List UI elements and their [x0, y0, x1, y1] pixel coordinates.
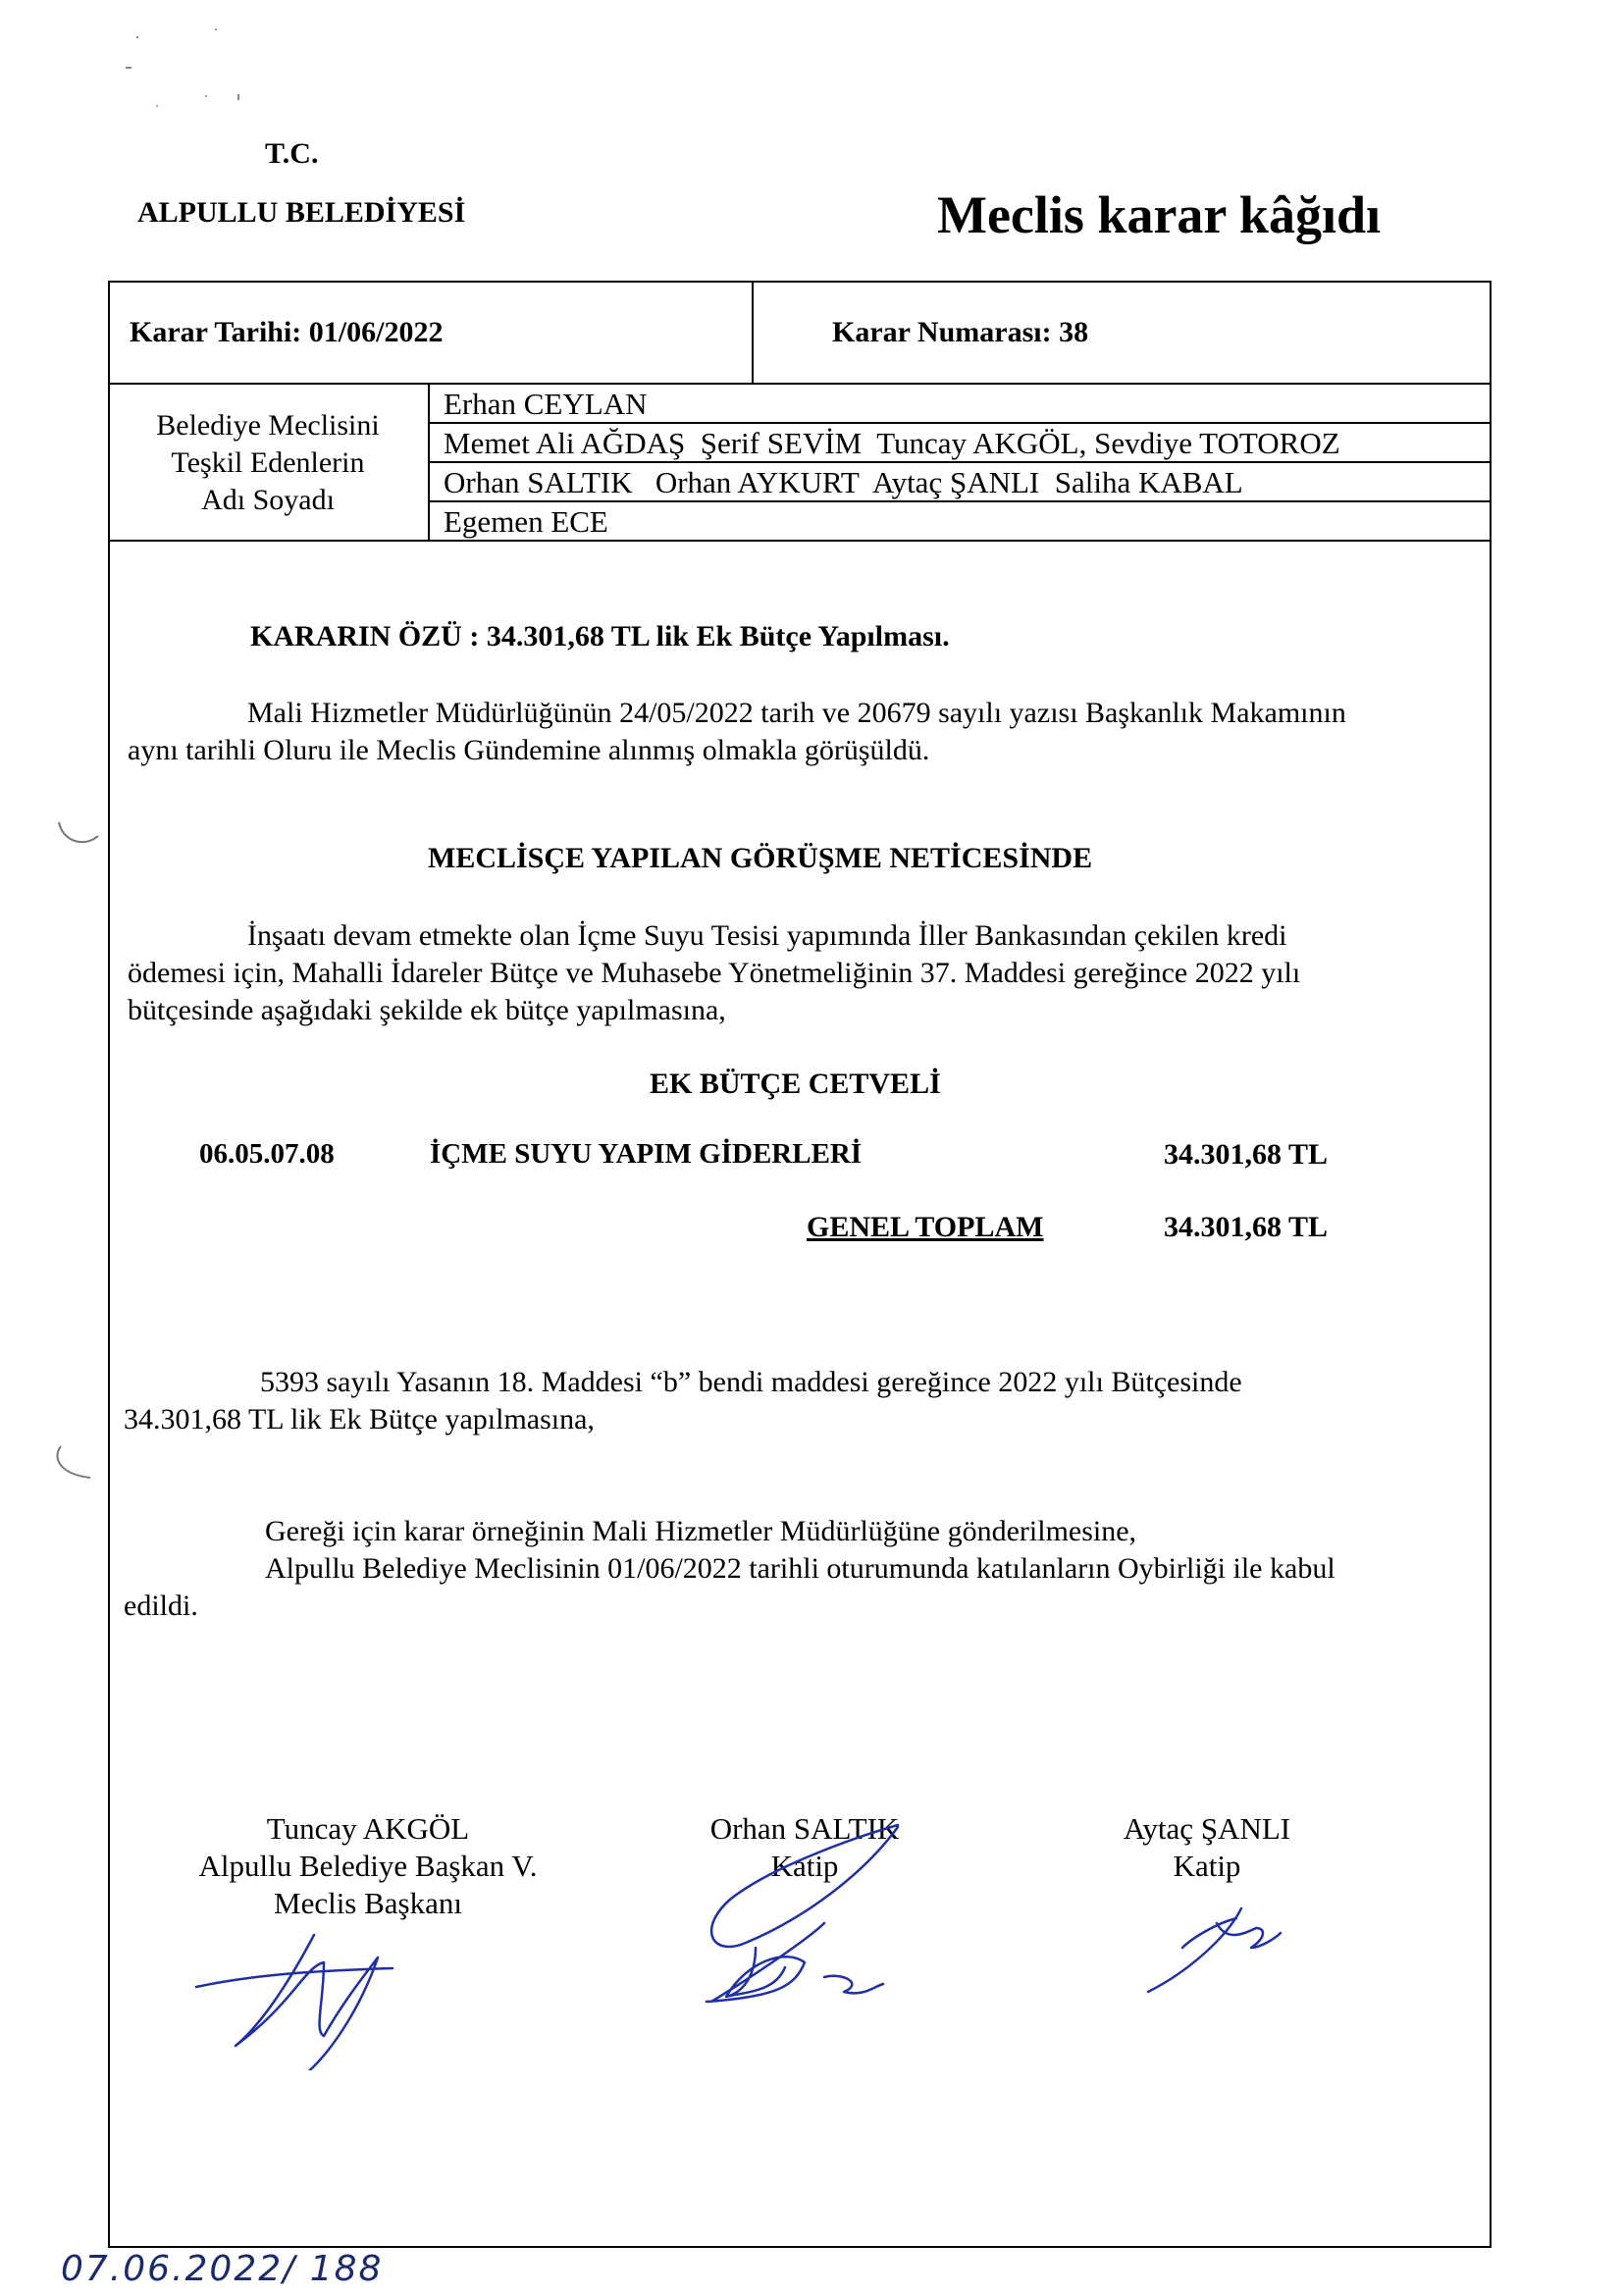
signer-name: Aytaç ŞANLI [1123, 1811, 1291, 1846]
members-row: Erhan CEYLAN [430, 385, 1492, 424]
members-row: Memet Ali AĞDAŞ Şerif SEVİM Tuncay AKGÖL, Sevdiye TOTOROZ [430, 424, 1492, 463]
budget-total-label: GENEL TOPLAM [807, 1211, 1044, 1243]
signature-secretary-1 [707, 1825, 898, 2002]
punch-hole-mark [51, 1442, 100, 1482]
budget-table-title: EK BÜTÇE CETVELİ [650, 1068, 941, 1100]
paragraph-line: ödemesi için, Mahalli İdareler Bütçe ve Muhasebe Yönetmeliğinin 37. Maddesi gereğince 2022 yılı [128, 957, 1301, 989]
members-label-line: Belediye Meclisini [156, 409, 380, 442]
document-title: Meclis karar kâğıdı [937, 185, 1381, 244]
budget-item-amount: 34.301,68 TL [1164, 1138, 1328, 1171]
members-label [108, 385, 430, 542]
signer-name: Tuncay AKGÖL [266, 1811, 470, 1846]
signer-name: Orhan SALTIK [709, 1811, 900, 1846]
members-row: Egemen ECE [444, 504, 608, 539]
paragraph-line: bütçesinde aşağıdaki şekilde ek bütçe yapılmasına, [128, 994, 726, 1026]
signature-president [196, 1935, 393, 2070]
section-heading: MECLİSÇE YAPILAN GÖRÜŞME NETİCESİNDE [428, 842, 1093, 874]
members-label-line: Teşkil Edenlerin [171, 446, 365, 479]
decision-info-divider [752, 281, 754, 385]
paragraph-line: aynı tarihli Oluru ile Meclis Gündemine alınmış olmakla görüşüldü. [128, 734, 930, 766]
decision-number: Karar Numarası: 38 [832, 316, 1089, 348]
paragraph-line: İnşaatı devam etmekte olan İçme Suyu Tesisi yapımında İller Bankasından çekilen kredi [247, 919, 1287, 952]
signer-title: Alpullu Belediye Başkan V. [198, 1849, 538, 1883]
handwritten-reference-number: 07.06.2022/ 188 [61, 2249, 384, 2289]
budget-total-amount: 34.301,68 TL [1164, 1211, 1328, 1243]
tc-label: T.C. [265, 137, 319, 170]
signer-role: Katip [770, 1849, 839, 1883]
budget-code: 06.05.07.08 [199, 1138, 335, 1170]
signature-secretary-2 [1148, 1908, 1281, 1992]
signer-role: Meclis Başkanı [274, 1886, 462, 1920]
paragraph-line: Alpullu Belediye Meclisinin 01/06/2022 tarihli oturumunda katılanların Oybirliği ile kabul [265, 1552, 1335, 1585]
decision-date: Karar Tarihi: 01/06/2022 [130, 316, 444, 348]
paragraph-line: Mali Hizmetler Müdürlüğünün 24/05/2022 tarih ve 20679 sayılı yazısı Başkanlık Makamının [247, 697, 1346, 729]
members-label-line: Adı Soyadı [201, 484, 335, 516]
members-row: Orhan SALTIK Orhan AYKURT Aytaç ŞANLI Saliha KABAL [430, 463, 1492, 502]
budget-item-name: İÇME SUYU YAPIM GİDERLERİ [430, 1138, 863, 1170]
decision-summary: KARARIN ÖZÜ : 34.301,68 TL lik Ek Bütçe Yapılması. [250, 620, 950, 652]
scan-specks [118, 20, 265, 128]
paragraph-line: edildi. [124, 1590, 198, 1622]
paragraph-line: Gereği için karar örneğinin Mali Hizmetler Müdürlüğüne gönderilmesine, [265, 1515, 1137, 1547]
signer-role: Katip [1173, 1849, 1241, 1883]
punch-hole-mark [55, 816, 100, 850]
paragraph-line: 5393 sayılı Yasanın 18. Maddesi “b” bendi maddesi gereğince 2022 yılı Bütçesinde [260, 1366, 1242, 1398]
paragraph-line: 34.301,68 TL lik Ek Bütçe yapılmasına, [124, 1403, 595, 1435]
handwritten-signatures [0, 1796, 1623, 2070]
municipality-name: ALPULLU BELEDİYESİ [137, 196, 466, 229]
